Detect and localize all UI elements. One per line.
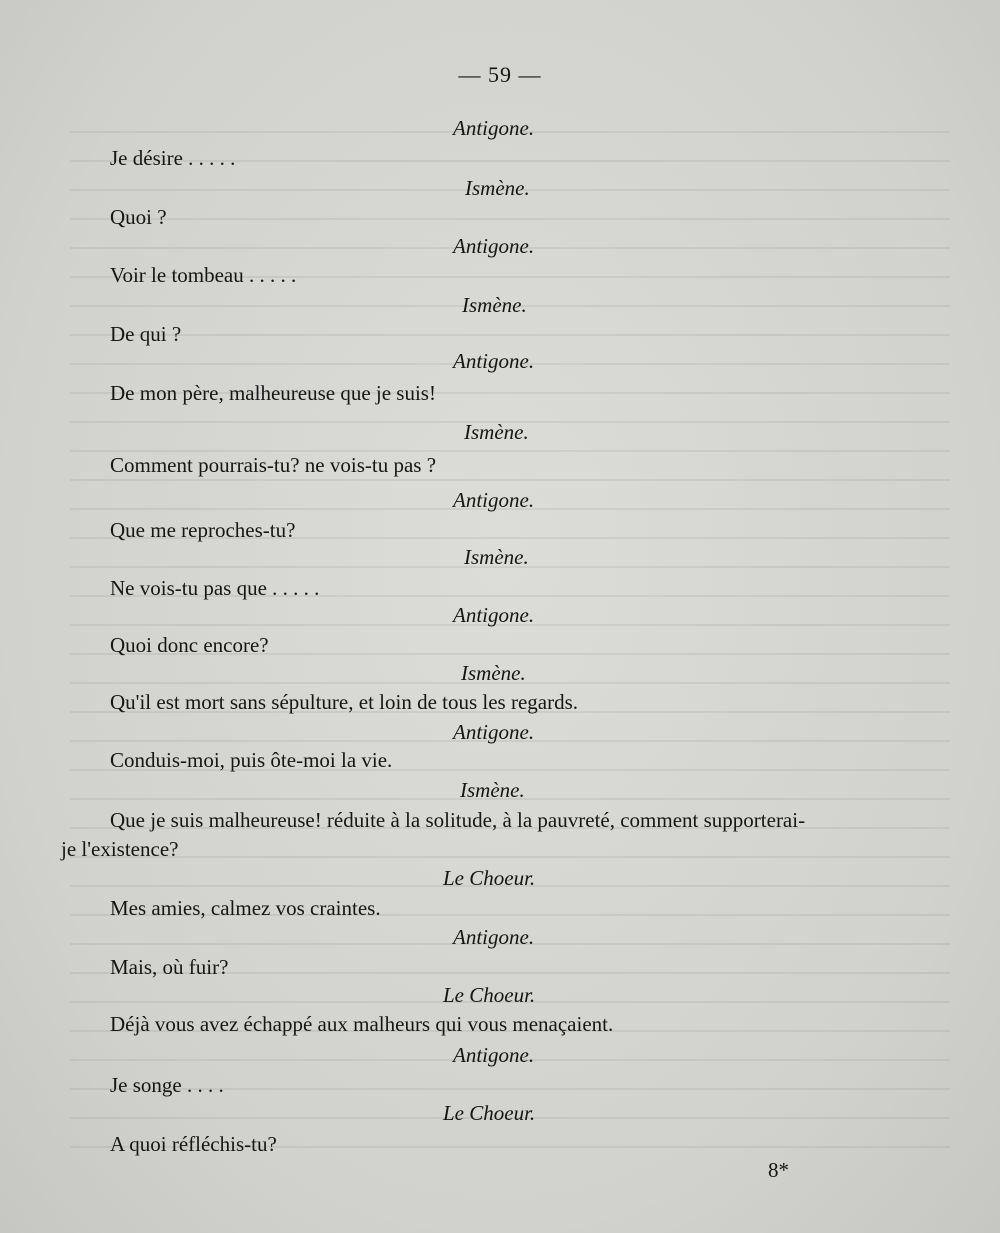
speaker-name: Le Choeur. <box>443 866 536 890</box>
dialogue-line: Je désire . . . . . <box>110 146 236 170</box>
speaker-name: Antigone. <box>453 488 535 512</box>
speaker-name: Ismène. <box>464 420 529 444</box>
speaker-name: Antigone. <box>453 1043 535 1067</box>
dialogue-line: Que je suis malheureuse! réduite à la solitude, à la pauvreté, comment supporterai- <box>110 808 806 832</box>
speaker-name: Antigone. <box>453 603 535 627</box>
speaker-name: Ismène. <box>465 176 530 200</box>
speaker-name: Ismène. <box>462 293 527 317</box>
dialogue-line: Comment pourrais-tu? ne vois-tu pas ? <box>110 453 437 477</box>
speaker-name: Antigone. <box>453 925 535 949</box>
dialogue-line: Déjà vous avez échappé aux malheurs qui vous menaçaient. <box>110 1012 614 1036</box>
dialogue-line: Mes amies, calmez vos craintes. <box>110 896 381 920</box>
dialogue-line: Ne vois-tu pas que . . . . . <box>110 576 320 600</box>
speaker-name: Antigone. <box>453 349 535 373</box>
speaker-name: Ismène. <box>464 545 529 569</box>
dialogue-line: Je songe . . . . <box>110 1073 224 1097</box>
dialogue-line-continuation: je l'existence? <box>61 837 179 861</box>
dialogue-line: Voir le tombeau . . . . . <box>110 263 297 287</box>
speaker-name: Le Choeur. <box>443 983 536 1007</box>
dialogue-line: Que me reproches-tu? <box>110 518 296 542</box>
dialogue-line: Mais, où fuir? <box>110 955 229 979</box>
page-number: — 59 — <box>458 62 542 87</box>
speaker-name: Antigone. <box>453 116 535 140</box>
dialogue-line: Quoi donc encore? <box>110 633 269 657</box>
speaker-name: Ismène. <box>461 661 526 685</box>
dialogue-line: Qu'il est mort sans sépulture, et loin de tous les regards. <box>110 690 579 714</box>
speaker-name: Le Choeur. <box>443 1101 536 1125</box>
dialogue-line: Quoi ? <box>110 205 167 229</box>
speaker-name: Ismène. <box>460 778 525 802</box>
dialogue-line: De qui ? <box>110 322 182 346</box>
dialogue-line: Conduis-moi, puis ôte-moi la vie. <box>110 748 393 772</box>
speaker-name: Antigone. <box>453 720 535 744</box>
dialogue-line: A quoi réfléchis-tu? <box>110 1132 277 1156</box>
dialogue-line: De mon père, malheureuse que je suis! <box>110 381 436 405</box>
signature-mark: 8* <box>768 1158 789 1182</box>
speaker-name: Antigone. <box>453 234 535 258</box>
